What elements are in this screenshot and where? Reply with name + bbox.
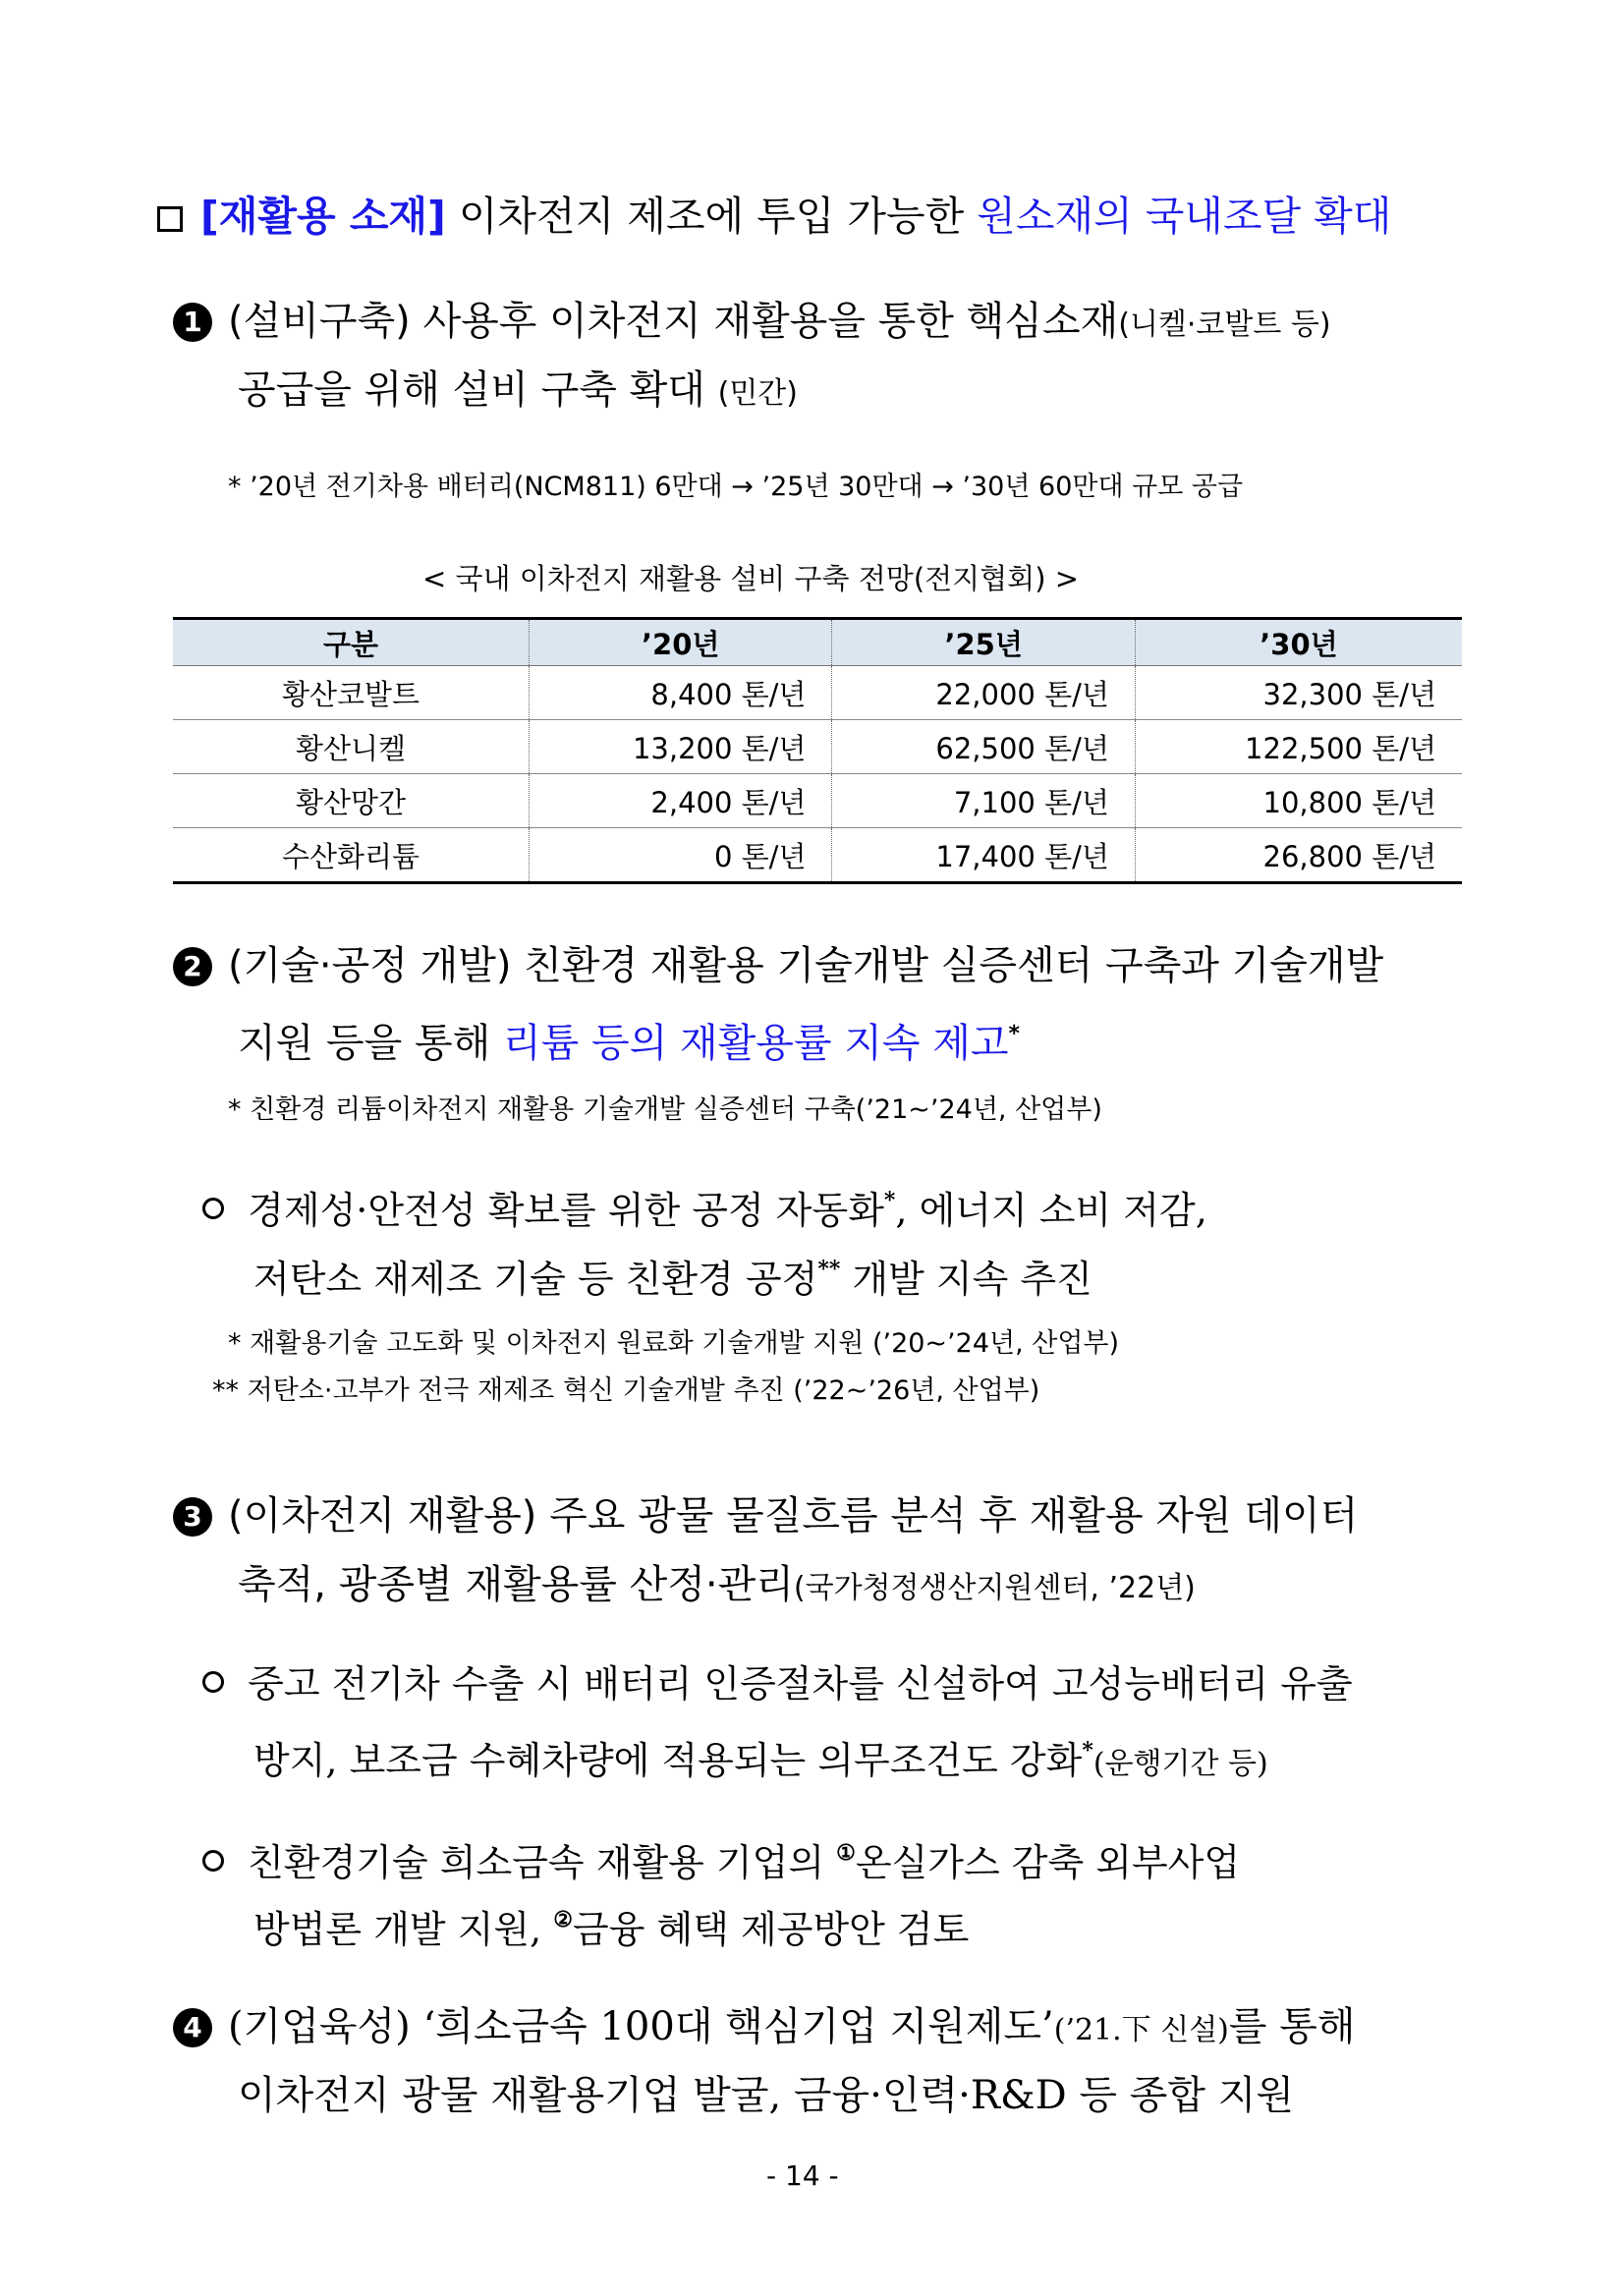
ring-bullet-icon: [202, 1850, 224, 1872]
cell: 황산망간: [173, 774, 530, 828]
table-row: [173, 666, 1462, 720]
cell: 7,100 톤/년: [832, 774, 1135, 828]
ring-bullet-icon: [202, 1671, 224, 1693]
page-number: - 14 -: [766, 2159, 839, 2192]
item3-sub2-line1: 친환경기술 희소금속 재활용 기업의 ①온실가스 감축 외부사업: [202, 1829, 1240, 1886]
number-3-icon: 3: [173, 1497, 212, 1537]
cell: 8,400 톤/년: [530, 666, 832, 720]
item2-note: * 친환경 리튬이차전지 재활용 기술개발 실증센터 구축(’21~’24년, 산업부): [228, 1094, 1102, 1125]
table-header-row: [173, 619, 1462, 666]
number-2-icon: 2: [173, 947, 212, 986]
cell: 13,200 톤/년: [530, 720, 832, 774]
item3-sub2-line2: 방법론 개발 지원, ②금융 혜택 제공방안 검토: [253, 1907, 970, 1951]
col-header: 구분: [173, 619, 530, 666]
ring-bullet-icon: [202, 1198, 224, 1219]
table-row: [173, 828, 1462, 883]
number-4-icon: 4: [173, 2008, 212, 2047]
number-1-icon: 1: [173, 303, 212, 342]
heading-text: 이차전지 제조에 투입 가능한: [458, 193, 965, 240]
table-row: [173, 774, 1462, 828]
cell: 2,400 톤/년: [530, 774, 832, 828]
item2-sub1-line2: 저탄소 재제조 기술 등 친환경 공정** 개발 지속 추진: [253, 1257, 1092, 1301]
cell: 26,800 톤/년: [1135, 828, 1462, 883]
cell: 62,500 톤/년: [832, 720, 1135, 774]
col-header: ’20년: [530, 619, 832, 666]
cell: 17,400 톤/년: [832, 828, 1135, 883]
item1-note: * ’20년 전기차용 배터리(NCM811) 6만대 → ’25년 30만대 → ’30년 60만대 규모 공급: [228, 472, 1244, 502]
heading-highlight: 원소재의 국내조달 확대: [977, 193, 1392, 240]
recycling-table: [173, 617, 1462, 884]
table-row: [173, 720, 1462, 774]
cell: 0 톤/년: [530, 828, 832, 883]
cell: 수산화리튬: [173, 828, 530, 883]
item4-line2: 이차전지 광물 재활용기업 발굴, 금융·인력·R&D 등 종합 지원: [238, 2073, 1295, 2118]
item2-line1: 2 (기술·공정 개발) 친환경 재활용 기술개발 실증센터 구축과 기술개발: [173, 941, 1383, 990]
cell: 32,300 톤/년: [1135, 666, 1462, 720]
col-header: ’25년: [832, 619, 1135, 666]
item2-sub1-line1: 경제성·안전성 확보를 위한 공정 자동화*, 에너지 소비 저감,: [202, 1177, 1207, 1234]
item2-sub1-note1: * 재활용기술 고도화 및 이차전지 원료화 기술개발 지원 (’20~’24년, 산업부): [228, 1328, 1120, 1359]
item3-line1: 3 (이차전지 재활용) 주요 광물 물질흐름 분석 후 재활용 자원 데이터: [173, 1491, 1358, 1540]
item3-line2: 축적, 광종별 재활용률 산정·관리(국가청정생산지원센터, ’22년): [238, 1562, 1196, 1607]
item2-line2: 지원 등을 통해 리튬 등의 재활용률 지속 제고*: [238, 1021, 1021, 1066]
item1-line2: 공급을 위해 설비 구축 확대 (민간): [238, 367, 798, 413]
checkbox-square-icon: [157, 206, 183, 232]
cell: 10,800 톤/년: [1135, 774, 1462, 828]
cell: 22,000 톤/년: [832, 666, 1135, 720]
col-header: ’30년: [1135, 619, 1462, 666]
section-heading: [157, 191, 1391, 242]
item2-sub1-note2: ** 저탄소·고부가 전극 재제조 혁신 기술개발 추진 (’22~’26년, 산업부): [212, 1375, 1040, 1406]
item1-line1: 1 (설비구축) 사용후 이차전지 재활용을 통한 핵심소재(니켈·코발트 등): [173, 297, 1331, 350]
item3-sub1-line2: 방지, 보조금 수혜차량에 적용되는 의무조건도 강화*(운행기간 등): [253, 1738, 1268, 1782]
heading-bracket: [재활용 소재]: [200, 193, 446, 240]
item3-sub1-line1: 중고 전기차 수출 시 배터리 인증절차를 신설하여 고성능배터리 유출: [202, 1660, 1353, 1708]
table-caption: < 국내 이차전지 재활용 설비 구축 전망(전지협회) >: [422, 562, 1080, 595]
cell: 122,500 톤/년: [1135, 720, 1462, 774]
item4-line1: 4 (기업육성) ‘희소금속 100대 핵심기업 지원제도’(’21.下 신설)를 통해: [173, 2002, 1356, 2055]
cell: 황산코발트: [173, 666, 530, 720]
cell: 황산니켈: [173, 720, 530, 774]
